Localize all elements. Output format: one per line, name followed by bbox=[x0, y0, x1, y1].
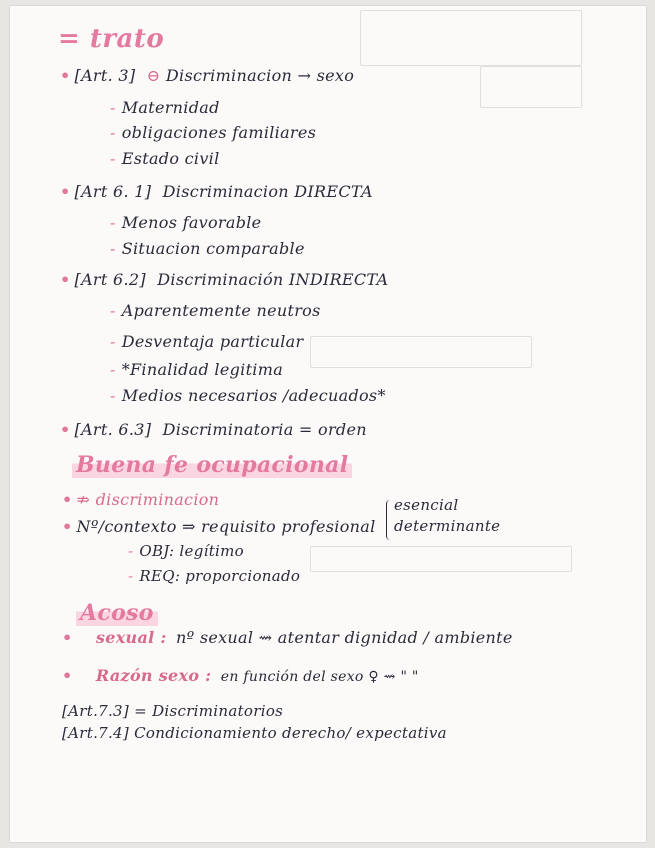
list-item: - OBJ: legítimo bbox=[128, 542, 244, 560]
list-item: - Desventaja particular bbox=[110, 332, 304, 351]
list-item: - Maternidad bbox=[110, 98, 220, 117]
list-item: - Situacion comparable bbox=[110, 239, 305, 258]
art62-line bbox=[60, 270, 388, 289]
bullet-icon: • bbox=[60, 182, 71, 201]
bullet-icon: • bbox=[60, 270, 71, 289]
brace-icon bbox=[386, 500, 393, 540]
notebook-page bbox=[10, 6, 646, 842]
list-item: - Menos favorable bbox=[110, 213, 262, 232]
art61-text: Discriminacion DIRECTA bbox=[162, 182, 373, 201]
bleed-through-box bbox=[360, 10, 582, 66]
art63-line bbox=[60, 420, 367, 439]
art73-line: [Art.7.3] = Discriminatorios bbox=[62, 702, 284, 720]
acoso-sexual-line: • sexual : nº sexual ⇝ atentar dignidad / ambiente bbox=[62, 628, 513, 647]
art74-line: [Art.7.4] Condicionamiento derecho/ expectativa bbox=[62, 724, 447, 742]
buena-fe-line-1: • ⇏ discriminacion bbox=[62, 490, 220, 509]
list-item: - Medios necesarios /adecuados* bbox=[110, 386, 386, 405]
list-item: - Aparentemente neutros bbox=[110, 301, 321, 320]
brace-top-label: esencial bbox=[394, 496, 459, 514]
bullet-icon: • bbox=[60, 66, 71, 85]
brace-bottom-label: determinante bbox=[394, 517, 501, 535]
art63-ref: [Art. 6.3] bbox=[74, 420, 152, 439]
art62-ref: [Art 6.2] bbox=[74, 270, 146, 289]
art61-line bbox=[60, 182, 373, 201]
bleed-through-box bbox=[310, 336, 532, 368]
page-title: = trato bbox=[58, 24, 165, 54]
art61-ref: [Art 6. 1] bbox=[74, 182, 152, 201]
art62-text: Discriminación INDIRECTA bbox=[157, 270, 389, 289]
list-item: - *Finalidad legitima bbox=[110, 360, 284, 379]
arrow-icon: → bbox=[297, 66, 312, 85]
bleed-through-box bbox=[480, 66, 582, 108]
bullet-icon: • bbox=[60, 420, 71, 439]
art63-text: Discriminatoria = orden bbox=[162, 420, 367, 439]
acoso-razon-line: • Razón sexo : en función del sexo ♀ ⇝ " " bbox=[62, 666, 419, 685]
bleed-through-box bbox=[310, 546, 572, 572]
list-item: - REQ: proporcionado bbox=[128, 567, 301, 585]
art3-text: Discriminacion bbox=[165, 66, 293, 85]
section-heading-buena-fe: Buena fe ocupacional bbox=[72, 452, 352, 478]
minus-circle-icon: ⊖ bbox=[146, 66, 161, 85]
art3-ref: [Art. 3] bbox=[74, 66, 136, 85]
art3-line bbox=[60, 66, 354, 85]
art3-target: sexo bbox=[316, 66, 355, 85]
buena-fe-line-2: • Nº/contexto ⇒ requisito profesional bbox=[62, 517, 376, 536]
list-item: - Estado civil bbox=[110, 149, 220, 168]
section-heading-acoso: Acoso bbox=[76, 600, 158, 626]
list-item: - obligaciones familiares bbox=[110, 123, 317, 142]
